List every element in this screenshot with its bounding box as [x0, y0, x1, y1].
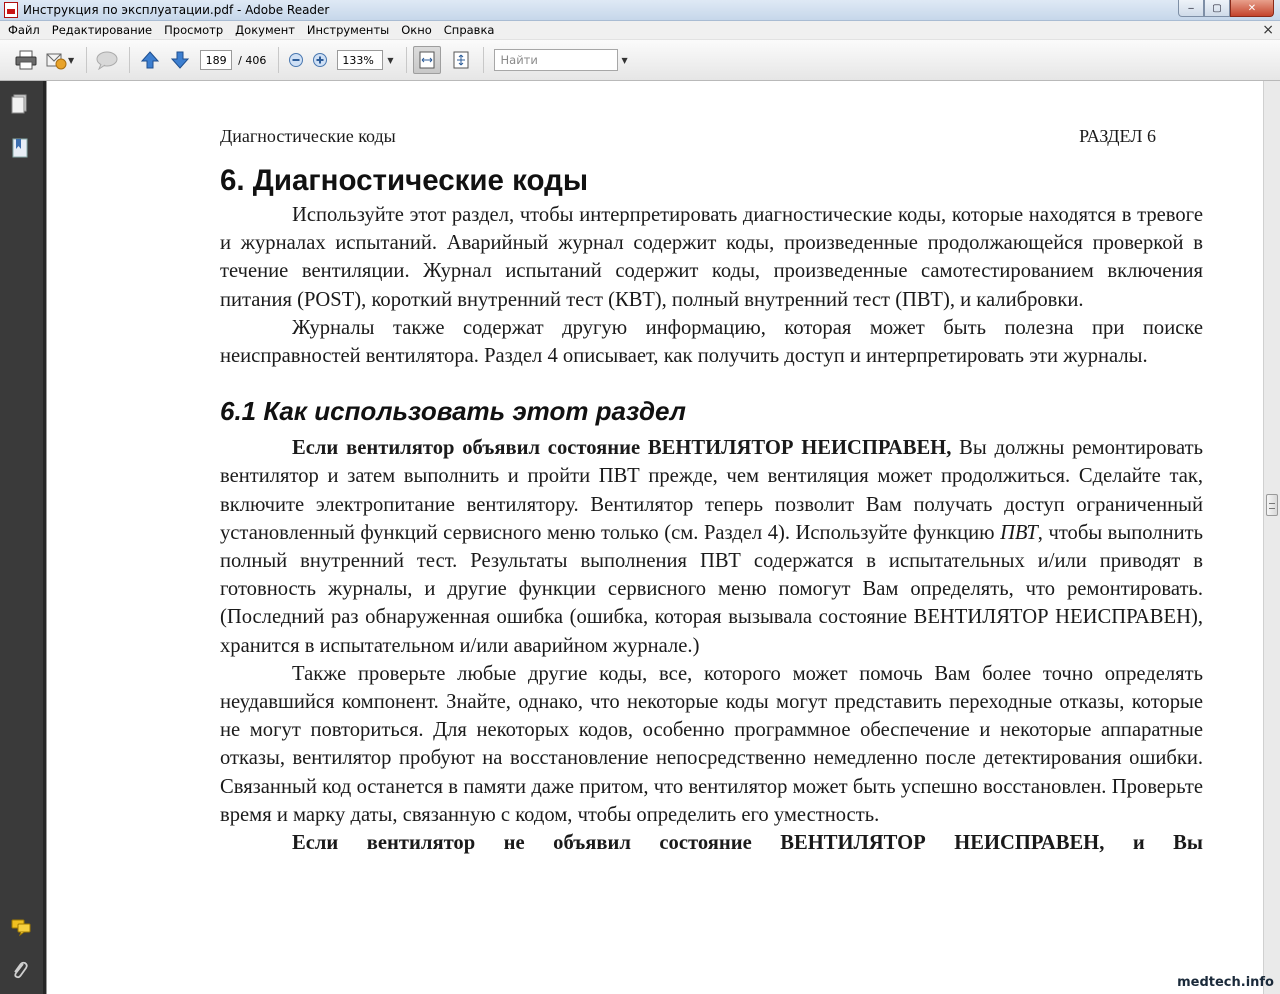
pdf-app-icon — [4, 2, 18, 18]
fit-width-button[interactable] — [413, 46, 441, 74]
page-thumbnails-icon[interactable] — [10, 93, 30, 115]
minimize-button[interactable]: ‒ — [1178, 0, 1204, 17]
menu-tools[interactable]: Инструменты — [306, 23, 390, 37]
menu-edit[interactable]: Редактирование — [51, 23, 153, 37]
paragraph-3-text-b: , чтобы выполнить полный внутренний тест. Результаты выполнения ПВТ содержатся в испытательных и/или приводят в готовность журналы, и другие функции сервисного меню помогут Вам определять, что ремонтировать. (Последний раз обнаруженная ошибка (ошибка, которая вызывала состояние ВЕНТИЛЯТОР НЕИСПРАВЕН), хранится в испытательном и/или аварийном журнале.) — [220, 521, 1203, 657]
share-dropdown-icon[interactable]: ▼ — [68, 55, 75, 65]
page-total-label: / 406 — [238, 53, 267, 67]
watermark: medtech.info — [1177, 975, 1274, 990]
window-title: Инструкция по эксплуатации.pdf - Adobe Reader — [23, 3, 330, 17]
menu-document[interactable]: Документ — [235, 23, 295, 37]
zoom-in-icon — [312, 52, 328, 68]
zoom-level-input[interactable]: 133% — [337, 50, 383, 70]
pdf-page — [220, 126, 1203, 857]
running-head-right: РАЗДЕЛ 6 — [1079, 126, 1156, 146]
scrollbar-thumb[interactable] — [1266, 494, 1278, 516]
toolbar-separator — [483, 47, 484, 73]
find-dropdown-icon[interactable]: ▼ — [621, 55, 628, 65]
previous-page-button[interactable] — [136, 46, 164, 74]
menu-window[interactable]: Окно — [401, 23, 432, 37]
paragraph-1: Используйте этот раздел, чтобы интерпретировать диагностические коды, которые находятся в тревоге и журналах испытаний. Аварийный журнал содержит коды, произведенные продолжающейся проверкой в течение вентиляции. Журнал испытаний содержит коды, произведенные самотестированием включения питания (POST), короткий внутренний тест (КВТ), полный внутренний тест (ПВТ), и калибровки. — [220, 204, 1203, 311]
toolbar-separator — [86, 47, 87, 73]
navigation-panel — [0, 81, 46, 994]
print-button[interactable] — [12, 46, 40, 74]
paragraph-3-bold: Если вентилятор объявил состояние ВЕНТИЛЯТОР НЕИСПРАВЕН, — [292, 437, 952, 460]
toolbar-separator — [406, 47, 407, 73]
paragraph-3-italic: ПВТ — [1000, 521, 1038, 544]
menu-file[interactable]: Файл — [8, 23, 40, 37]
subsection-title: 6.1 Как использовать этот раздел — [220, 396, 686, 427]
attachments-icon[interactable] — [10, 959, 30, 981]
menu-view[interactable]: Просмотр — [164, 23, 224, 37]
comment-button[interactable] — [93, 46, 121, 74]
maximize-button[interactable]: ▢ — [1204, 0, 1230, 17]
running-head-left: Диагностические коды — [220, 126, 396, 146]
close-button[interactable]: ✕ — [1230, 0, 1274, 17]
zoom-out-icon — [288, 52, 304, 68]
zoom-out-button[interactable] — [285, 46, 307, 74]
zoom-dropdown-icon[interactable]: ▼ — [387, 55, 394, 65]
menu-help[interactable]: Справка — [443, 23, 495, 37]
fit-width-icon — [417, 50, 437, 70]
arrow-up-icon — [140, 50, 160, 70]
document-viewport[interactable] — [46, 81, 1263, 994]
document-close-icon[interactable]: × — [1262, 22, 1274, 38]
next-page-button[interactable] — [166, 46, 194, 74]
paragraph-3 — [220, 434, 1203, 660]
bookmarks-icon[interactable] — [10, 137, 30, 159]
vertical-scrollbar[interactable] — [1263, 81, 1280, 994]
toolbar-separator — [129, 47, 130, 73]
paragraph-3-text-a: Вы должны ремонтировать вентилятор и затем выполнить и пройти ПВТ прежде, чем вентиляция может продолжиться. Сделайте так, включите электропитание вентилятору. Вентилятор теперь позволит Вам получать доступ ограниченный установленный функций сервисного меню только (см. Раздел 4). Используйте функцию — [220, 437, 1203, 544]
running-head — [220, 126, 1156, 147]
page-number-input[interactable]: 189 — [200, 50, 232, 70]
find-input[interactable]: Найти — [494, 49, 618, 71]
comments-panel-icon[interactable] — [10, 917, 30, 939]
speech-bubble-icon — [95, 50, 119, 70]
envelope-icon — [45, 50, 67, 70]
toolbar-separator — [278, 47, 279, 73]
paragraph-2: Журналы также содержат другую информацию, которая может быть полезна при поиске неисправностей вентилятора. Раздел 4 описывает, как получить доступ и интерпретировать эти журналы. — [220, 316, 1203, 368]
arrow-down-icon — [170, 50, 190, 70]
zoom-in-button[interactable] — [309, 46, 331, 74]
paragraph-4: Также проверьте любые другие коды, все, которого может помочь Вам более точно определять неудавшийся компонент. Знайте, однако, что некоторые коды могут представить переходные отказы, которые не могут повториться. Для некоторых кодов, особенно программное обеспечение и некоторые аппаратные отказы, вентилятор пробуют на восстановление непосредственно немедленно после детектирования ошибки. Связанный код останется в памяти даже притом, что вентилятор может быть успешно восстановлен. Проверьте время и марку даты, связанную с кодом, чтобы определить его уместность. — [220, 662, 1203, 826]
fit-page-icon — [451, 50, 471, 70]
paragraph-5: Если вентилятор не объявил состояние ВЕНТИЛЯТОР НЕИСПРАВЕН, и Вы — [292, 832, 1203, 855]
printer-icon — [15, 50, 37, 70]
menu-bar — [0, 21, 1280, 40]
window-controls — [1178, 0, 1274, 18]
section-title: 6. Диагностические коды — [220, 164, 589, 197]
fit-page-button[interactable] — [447, 46, 475, 74]
toolbar — [0, 40, 1280, 81]
title-bar — [0, 0, 1280, 21]
share-button[interactable] — [42, 46, 70, 74]
